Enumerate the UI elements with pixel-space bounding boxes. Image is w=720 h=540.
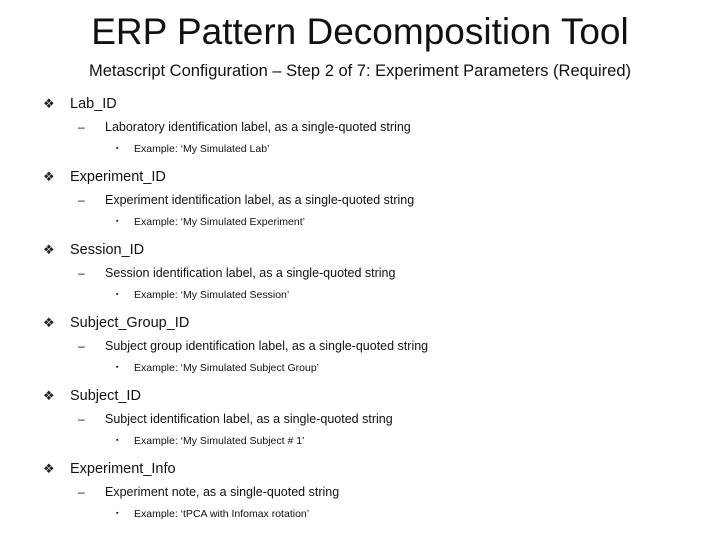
dash-bullet-icon: –	[78, 485, 85, 499]
diamond-bullet-icon: ❖	[43, 96, 55, 111]
dash-bullet-icon: –	[78, 120, 85, 134]
parameter-description-row	[78, 263, 395, 283]
parameter-name-row	[43, 458, 176, 480]
parameter-example: Example: ‘tPCA with Infomax rotation’	[134, 508, 310, 520]
parameter-example-row	[116, 505, 309, 523]
parameter-item-lab-id	[0, 93, 720, 166]
diamond-bullet-icon: ❖	[43, 461, 55, 476]
parameter-description-row	[78, 190, 414, 210]
diamond-bullet-icon: ❖	[43, 242, 55, 257]
parameter-description-row	[78, 117, 411, 137]
parameter-example: Example: ‘My Simulated Lab’	[134, 143, 270, 155]
square-bullet-icon: ▪	[116, 145, 119, 152]
parameter-example: Example: ‘My Simulated Session’	[134, 289, 290, 301]
parameter-name: Subject_Group_ID	[70, 315, 190, 331]
parameter-description: Experiment identification label, as a single-quoted string	[105, 193, 415, 207]
square-bullet-icon: ▪	[116, 218, 119, 225]
slide-title: ERP Pattern Decomposition Tool	[91, 11, 629, 52]
parameter-name-row	[43, 166, 166, 188]
parameter-description: Session identification label, as a single-quoted string	[105, 266, 396, 280]
parameter-example-row	[116, 432, 304, 450]
diamond-bullet-icon: ❖	[43, 388, 55, 403]
dash-bullet-icon: –	[78, 339, 85, 353]
parameter-description-row	[78, 336, 428, 356]
parameter-name: Experiment_ID	[70, 169, 166, 185]
diamond-bullet-icon: ❖	[43, 169, 55, 184]
dash-bullet-icon: –	[78, 412, 85, 426]
parameter-example: Example: ‘My Simulated Subject # 1’	[134, 435, 305, 447]
parameter-description: Subject group identification label, as a single-quoted string	[105, 339, 429, 353]
dash-bullet-icon: –	[78, 266, 85, 280]
slide-subtitle: Metascript Configuration – Step 2 of 7: Experiment Parameters (Required)	[88, 62, 631, 80]
diamond-bullet-icon: ❖	[43, 315, 55, 330]
parameter-name-row	[43, 312, 189, 334]
parameter-name: Session_ID	[70, 242, 145, 258]
square-bullet-icon: ▪	[116, 291, 119, 298]
parameter-name-row	[43, 93, 117, 115]
parameter-item-experiment-id	[0, 166, 720, 239]
parameter-item-experiment-info	[0, 458, 720, 531]
parameter-name-row	[43, 239, 144, 261]
parameter-description: Laboratory identification label, as a single-quoted string	[105, 120, 411, 134]
parameter-item-subject-group-id	[0, 312, 720, 385]
parameter-example-row	[116, 286, 289, 304]
parameter-example: Example: ‘My Simulated Experiment’	[134, 216, 305, 228]
parameter-description: Experiment note, as a single-quoted string	[105, 485, 340, 499]
parameter-item-session-id	[0, 239, 720, 312]
parameter-name: Subject_ID	[70, 388, 141, 404]
parameter-description: Subject identification label, as a single-quoted string	[105, 412, 393, 426]
parameter-list	[0, 93, 720, 531]
parameter-item-subject-id	[0, 385, 720, 458]
square-bullet-icon: ▪	[116, 364, 119, 371]
parameter-name: Experiment_Info	[70, 461, 176, 477]
square-bullet-icon: ▪	[116, 437, 119, 444]
parameter-example-row	[116, 359, 319, 377]
parameter-name: Lab_ID	[70, 96, 117, 112]
parameter-name-row	[43, 385, 141, 407]
parameter-example-row	[116, 140, 269, 158]
parameter-description-row	[78, 409, 393, 429]
parameter-description-row	[78, 482, 339, 502]
parameter-example-row	[116, 213, 305, 231]
square-bullet-icon: ▪	[116, 510, 119, 517]
dash-bullet-icon: –	[78, 193, 85, 207]
parameter-example: Example: ‘My Simulated Subject Group’	[134, 362, 319, 374]
